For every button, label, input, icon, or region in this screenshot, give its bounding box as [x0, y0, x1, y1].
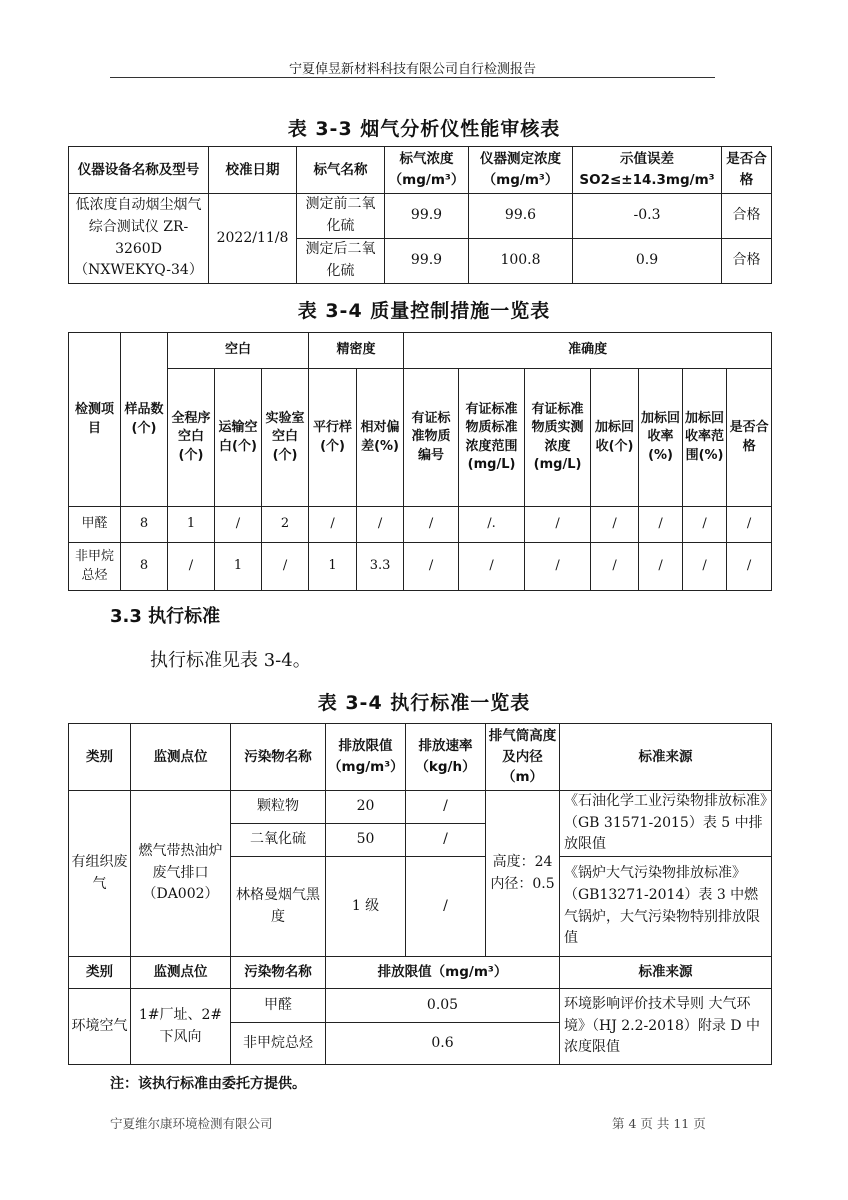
- header-error: 示值误差 SO2≤±14.3mg/m³: [573, 147, 722, 194]
- header-divider: [110, 77, 715, 78]
- footnote: 注：该执行标准由委托方提供。: [110, 1076, 306, 1092]
- rate-cell: /: [406, 791, 486, 824]
- section-title: 3.3 执行标准: [110, 606, 221, 627]
- cell: /: [683, 543, 727, 591]
- header-spike-rate: 加标回收率(%): [639, 369, 683, 507]
- header-cal-date: 校准日期: [209, 147, 297, 194]
- limit-cell: 1 级: [326, 857, 406, 957]
- pollutant-cell: 非甲烷总烃: [231, 1023, 326, 1065]
- header-pollutant: 污染物名称: [231, 724, 326, 791]
- header-rate: 排放速率（kg/h）: [406, 724, 486, 791]
- standards-table-caption: 表 3-4 执行标准一览表: [317, 692, 531, 714]
- cell: 1: [309, 543, 357, 591]
- paragraph: 执行标准见表 3-4。: [150, 650, 311, 671]
- header-accuracy: 准确度: [404, 333, 772, 369]
- header-source: 标准来源: [560, 724, 772, 791]
- header-stack: 排气筒高度及内径（m）: [486, 724, 560, 791]
- header-qualified: 是否合格: [722, 147, 772, 194]
- cell: 3.3: [357, 543, 404, 591]
- header-measured: 仪器测定浓度（mg/m³）: [469, 147, 573, 194]
- cell: 1: [215, 543, 262, 591]
- header-point: 监测点位: [131, 724, 231, 791]
- header-rel-dev: 相对偏差(%): [357, 369, 404, 507]
- header-blank: 空白: [168, 333, 309, 369]
- standards-table: [68, 723, 772, 1065]
- header-crm-range: 有证标准物质标准浓度范围(mg/L): [459, 369, 525, 507]
- cell: /: [639, 507, 683, 543]
- limit-cell: 0.6: [326, 1023, 560, 1065]
- pollutant-cell: 林格曼烟气黑度: [231, 857, 326, 957]
- cell: /.: [459, 507, 525, 543]
- header-lab-blank: 实验室空白(个): [262, 369, 309, 507]
- cell: /: [683, 507, 727, 543]
- rate-cell: /: [406, 857, 486, 957]
- source-cell: 《石油化学工业污染物排放标准》（GB 31571-2015）表 5 中排放限值: [560, 791, 772, 857]
- cell: 1: [168, 507, 215, 543]
- cell: /: [639, 543, 683, 591]
- item-cell: 非甲烷总烃: [69, 543, 121, 591]
- conc-cell: 99.9: [385, 194, 469, 239]
- footer-page-number: 第 4 页 共 11 页: [612, 1116, 706, 1131]
- source-cell: 环境影响评价技术导则 大气环境》（HJ 2.2-2018）附录 D 中浓度限值: [560, 989, 772, 1065]
- cell: /: [404, 543, 459, 591]
- header-crm-measured: 有证标准物质实测浓度(mg/L): [525, 369, 591, 507]
- cell: 8: [121, 543, 168, 591]
- ok-cell: 合格: [722, 239, 772, 284]
- cell: 2: [262, 507, 309, 543]
- cell: 8: [121, 507, 168, 543]
- cell: /: [459, 543, 525, 591]
- limit-cell: 20: [326, 791, 406, 824]
- cell: /: [357, 507, 404, 543]
- cell: /: [591, 507, 639, 543]
- gas-cell: 测定前二氧化硫: [297, 194, 385, 239]
- category-cell: 环境空气: [69, 989, 131, 1065]
- category-cell: 有组织废气: [69, 791, 131, 957]
- err-cell: 0.9: [573, 239, 722, 284]
- cell: /: [168, 543, 215, 591]
- header-pollutant: 污染物名称: [231, 957, 326, 989]
- cell: /: [309, 507, 357, 543]
- header-spike: 加标回收(个): [591, 369, 639, 507]
- table-3-3-caption: 表 3-3 烟气分析仪性能审核表: [287, 118, 561, 140]
- err-cell: -0.3: [573, 194, 722, 239]
- cell: /: [727, 507, 772, 543]
- header-samples: 样品数(个): [121, 333, 168, 507]
- ok-cell: 合格: [722, 194, 772, 239]
- footer-company: 宁夏维尔康环境检测有限公司: [110, 1116, 273, 1131]
- table-row: [69, 507, 772, 543]
- header-qualified: 是否合格: [727, 369, 772, 507]
- cell: /: [727, 543, 772, 591]
- cell: /: [262, 543, 309, 591]
- limit-cell: 50: [326, 824, 406, 857]
- meas-cell: 99.6: [469, 194, 573, 239]
- conc-cell: 99.9: [385, 239, 469, 284]
- pollutant-cell: 甲醛: [231, 989, 326, 1023]
- cell: /: [404, 507, 459, 543]
- header-gas-name: 标气名称: [297, 147, 385, 194]
- page-header: 宁夏倬昱新材料科技有限公司自行检测报告: [288, 62, 536, 77]
- point-cell: 燃气带热油炉废气排口（DA002）: [131, 791, 231, 957]
- meas-cell: 100.8: [469, 239, 573, 284]
- cell: /: [525, 507, 591, 543]
- header-device: 仪器设备名称及型号: [69, 147, 209, 194]
- pollutant-cell: 颗粒物: [231, 791, 326, 824]
- cell: /: [525, 543, 591, 591]
- header-category: 类别: [69, 957, 131, 989]
- source-cell: 《锅炉大气污染物排放标准》（GB13271-2014）表 3 中燃气锅炉，大气污染物特别排放限值: [560, 857, 772, 957]
- gas-cell: 测定后二氧化硫: [297, 239, 385, 284]
- header-item: 检测项目: [69, 333, 121, 507]
- header-limit: 排放限值（mg/m³）: [326, 957, 560, 989]
- header-limit: 排放限值（mg/m³）: [326, 724, 406, 791]
- header-gas-conc: 标气浓度（mg/m³）: [385, 147, 469, 194]
- header-category: 类别: [69, 724, 131, 791]
- header-parallel: 平行样(个): [309, 369, 357, 507]
- cell: /: [591, 543, 639, 591]
- table-row: [69, 543, 772, 591]
- header-full-blank: 全程序空白(个): [168, 369, 215, 507]
- header-point: 监测点位: [131, 957, 231, 989]
- stack-cell: 高度：24 内径：0.5: [486, 791, 560, 957]
- analyzer-audit-table: [68, 146, 772, 284]
- item-cell: 甲醛: [69, 507, 121, 543]
- device-cell: 低浓度自动烟尘烟气综合测试仪 ZR-3260D（NXWEKYQ-34）: [69, 194, 209, 284]
- header-crm-id: 有证标准物质编号: [404, 369, 459, 507]
- rate-cell: /: [406, 824, 486, 857]
- header-transport-blank: 运输空白(个): [215, 369, 262, 507]
- quality-control-table: [68, 332, 772, 591]
- point-cell: 1#厂址、2#下风向: [131, 989, 231, 1065]
- table-3-4-caption: 表 3-4 质量控制措施一览表: [297, 300, 551, 322]
- header-spike-range: 加标回收率范围(%): [683, 369, 727, 507]
- pollutant-cell: 二氧化硫: [231, 824, 326, 857]
- cal-date-cell: 2022/11/8: [209, 194, 297, 284]
- cell: /: [215, 507, 262, 543]
- header-source: 标准来源: [560, 957, 772, 989]
- header-precision: 精密度: [309, 333, 404, 369]
- limit-cell: 0.05: [326, 989, 560, 1023]
